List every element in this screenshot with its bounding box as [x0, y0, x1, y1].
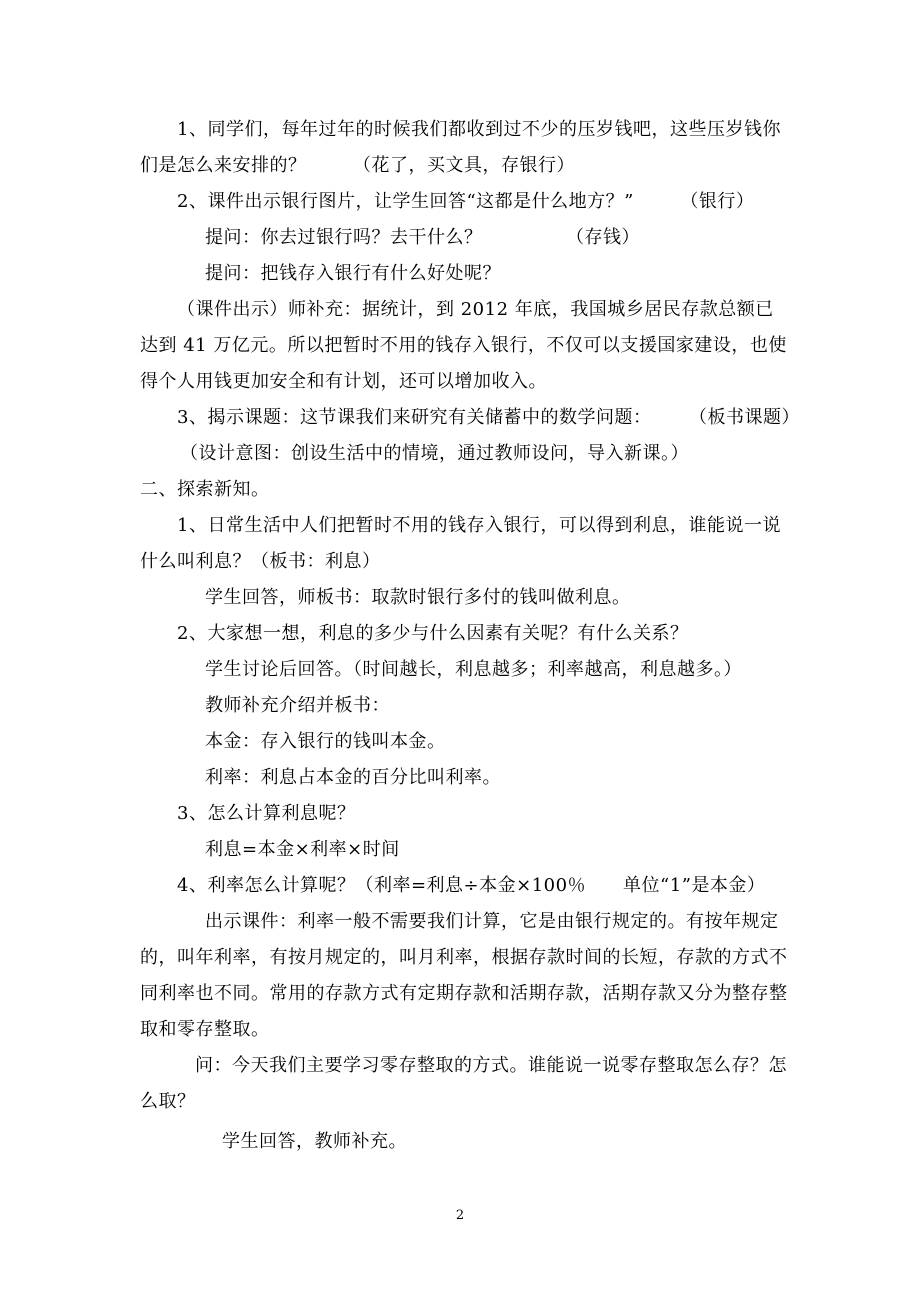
text-line: （设计意图：创设生活中的情境，通过教师设问，导入新课。）	[180, 443, 689, 464]
text-line: 本金：存入银行的钱叫本金。	[205, 731, 446, 752]
formula-line: 利息=本金×利率×时间	[205, 839, 400, 860]
text-line: 4、利率怎么计算呢？（利率=利息÷本金×100％ 单位“1”是本金）	[177, 875, 766, 896]
text-line: 出示课件：利率一般不需要我们计算，它是由银行规定的。有按年规定	[205, 911, 779, 932]
text-line: 利率：利息占本金的百分比叫利率。	[205, 767, 501, 788]
text-line: 3、揭示课题：这节课我们来研究有关储蓄中的数学问题： （板书课题）	[177, 407, 800, 428]
text-line: 同利率也不同。常用的存款方式有定期存款和活期存款，活期存款又分为整存整	[140, 983, 788, 1004]
text-line: 教师补充介绍并板书：	[205, 695, 390, 716]
section-heading: 二、探索新知。	[140, 479, 270, 500]
text-line: 学生讨论后回答。（时间越长，利息越多；利率越高，利息越多。）	[205, 659, 742, 680]
text-line: 学生回答，师板书：取款时银行多付的钱叫做利息。	[205, 587, 631, 608]
text-line: 学生回答，教师补充。	[222, 1131, 407, 1152]
text-line: 3、怎么计算利息呢？	[177, 803, 356, 824]
text-line: 提问：把钱存入银行有什么好处呢？	[205, 263, 501, 284]
text-line: 达到 41 万亿元。所以把暂时不用的钱存入银行，不仅可以支援国家建设，也使	[140, 335, 787, 356]
text-line: 们是怎么来安排的？ （花了，买文具，存银行）	[140, 155, 575, 176]
text-line: 取和零存整取。	[140, 1019, 270, 1040]
text-line: 什么叫利息？（板书：利息）	[140, 551, 381, 572]
text-line: 2、大家想一想，利息的多少与什么因素有关呢？有什么关系？	[177, 623, 689, 644]
text-line: （课件出示）师补充：据统计，到 2012 年底，我国城乡居民存款总额已	[177, 299, 774, 320]
text-line: 的，叫年利率，有按月规定的，叫月利率，根据存款时间的长短，存款的方式不	[140, 947, 788, 968]
text-line: 提问：你去过银行吗？去干什么？ （存钱）	[205, 227, 640, 248]
text-line: 1、同学们，每年过年的时候我们都收到过不少的压岁钱吧，这些压岁钱你	[177, 119, 781, 140]
text-line: 1、日常生活中人们把暂时不用的钱存入银行，可以得到利息，谁能说一说	[177, 515, 781, 536]
text-line: 么取？	[140, 1091, 196, 1112]
text-line: 得个人用钱更加安全和有计划，还可以增加收入。	[140, 371, 547, 392]
text-line: 问：今天我们主要学习零存整取的方式。谁能说一说零存整取怎么存？怎	[195, 1055, 787, 1076]
text-line: 2、课件出示银行图片，让学生回答“这都是什么地方？” （银行）	[177, 191, 755, 212]
page-number: 2	[455, 1208, 465, 1223]
